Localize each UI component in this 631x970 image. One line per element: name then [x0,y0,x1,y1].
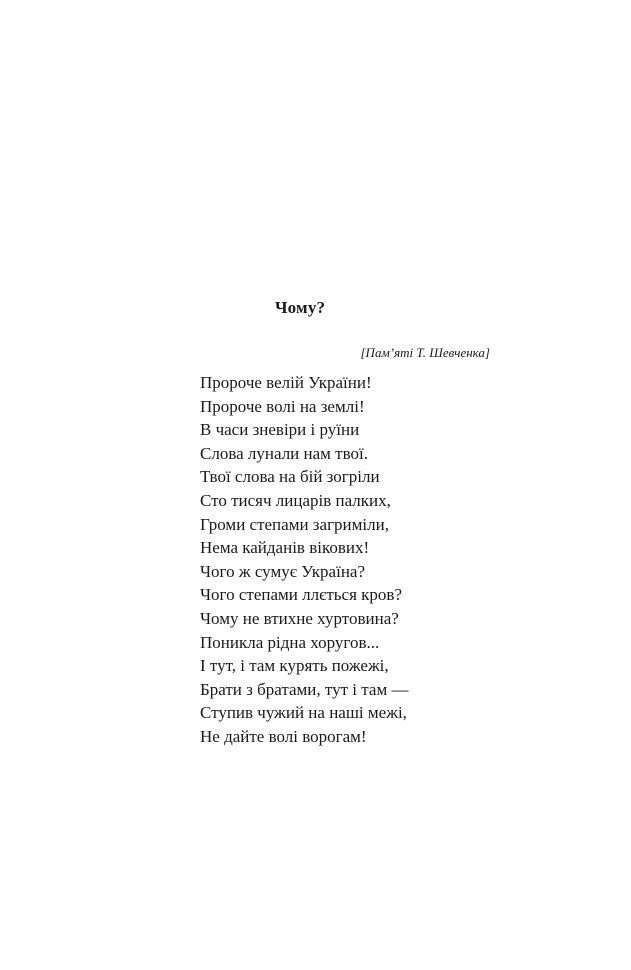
poem-line: Брати з братами, тут і там — [200,679,409,699]
poem-title: Чому? [275,298,326,317]
poem-line: Чого степами ллється кров? [200,585,403,605]
poem-line: В часи зневіри і руїни [200,420,360,440]
poem-line: Нема кайданів вікових! [200,538,370,558]
poem-line: Чому не втихне хуртовина? [200,608,399,628]
poem-line: Не дайте волі ворогам! [200,726,367,746]
poem-dedication: [Пам’яті Т. Шевченка] [360,345,490,360]
poem-line: Чого ж сумує Україна? [200,561,366,581]
poem-line: Пророче волі на землі! [200,396,365,416]
poem-line: Поникла рідна хоругов... [200,632,380,652]
poem-line: Ступив чужий на наші межі, [200,703,407,723]
poem-stanza [200,371,408,749]
poem-line: Сто тисяч лицарів палких, [200,490,391,510]
poem-line: І тут, і там курять пожежі, [200,656,389,676]
poem-line: Громи степами загриміли, [200,514,389,534]
poem-line: Слова лунали нам твої. [200,443,368,463]
poem-line: Пророче велій України! [200,373,372,392]
poem-line: Твої слова на бій зогріли [200,467,380,487]
